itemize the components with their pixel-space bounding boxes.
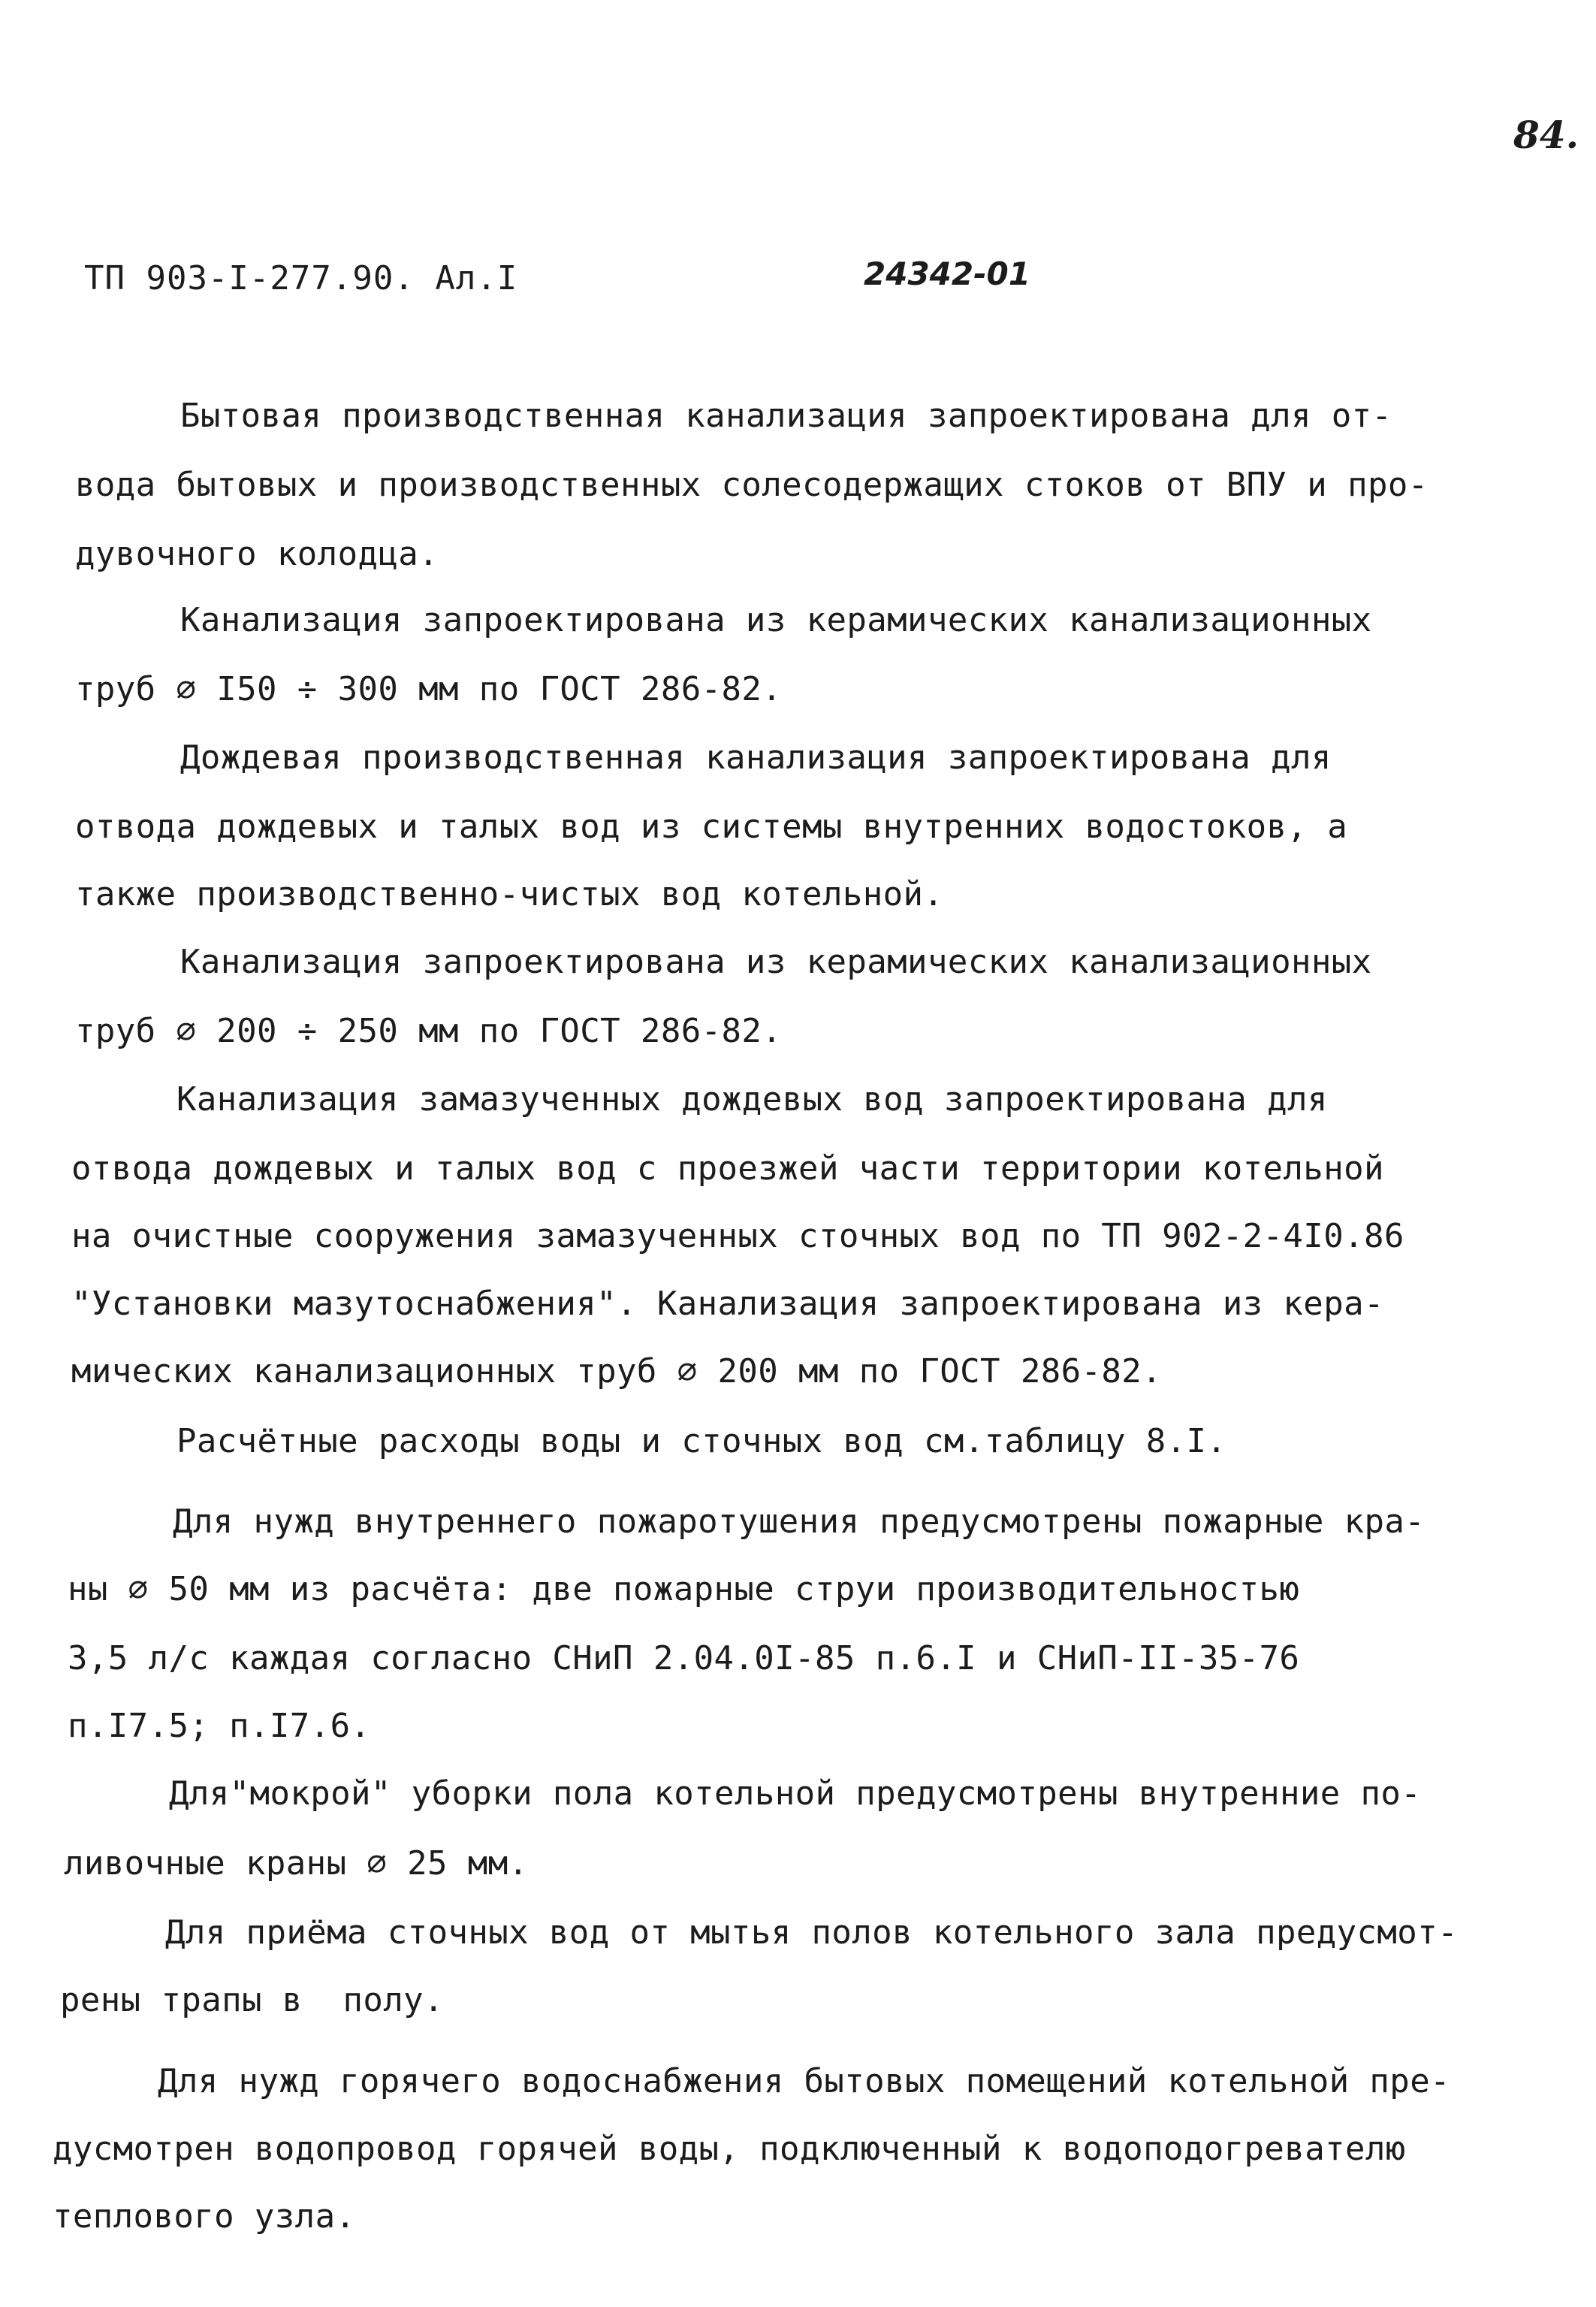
text-line: вода бытовых и производственных солесодержащих стоков от ВПУ и про- (75, 466, 1429, 504)
archive-number: 24342-01 (864, 255, 1030, 292)
text-line: ны ∅ 50 мм из расчёта: две пожарные струи производительностью (68, 1570, 1300, 1608)
text-line: рены трапы в полу. (60, 1981, 444, 2019)
text-line: Канализация запроектирована из керамических канализационных (180, 943, 1372, 981)
text-line: Для нужд горячего водоснабжения бытовых помещений котельной пре- (158, 2062, 1450, 2100)
text-line: Дождевая производственная канализация запроектирована для (180, 738, 1332, 777)
text-line: также производственно-чистых вод котельной. (75, 875, 944, 913)
text-line: на очистные сооружения замазученных сточных вод по ТП 902-2-4I0.86 (71, 1217, 1404, 1255)
text-line: Канализация замазученных дождевых вод запроектирована для (176, 1080, 1328, 1119)
text-line: мических канализационных труб ∅ 200 мм по ГОСТ 286-82. (71, 1352, 1163, 1391)
text-line: дувочного колодца. (75, 535, 439, 573)
text-line: Расчётные расходы воды и сточных вод см.таблицу 8.I. (176, 1422, 1227, 1460)
text-line: дусмотрен водопровод горячей воды, подключенный к водоподогревателю (53, 2130, 1406, 2168)
text-line: ливочные краны ∅ 25 мм. (64, 1844, 529, 1883)
document-code: ТП 903-I-277.90. Ал.I (84, 259, 518, 297)
text-line: труб ∅ I50 ÷ 300 мм по ГОСТ 286-82. (75, 670, 783, 708)
page-number: 84. (1513, 113, 1579, 157)
text-line: Канализация запроектирована из керамических канализационных (180, 601, 1372, 639)
text-line: отвода дождевых и талых вод с проезжей части территории котельной (71, 1149, 1384, 1188)
text-line: труб ∅ 200 ÷ 250 мм по ГОСТ 286-82. (75, 1012, 783, 1050)
text-line: Для"мокрой" уборки пола котельной предусмотрены внутренние по- (169, 1774, 1422, 1813)
text-line: Бытовая производственная канализация запроектирована для от- (180, 397, 1392, 435)
text-line: теплового узла. (53, 2197, 356, 2236)
text-line: 3,5 л/с каждая согласно СНиП 2.04.0I-85 п.6.I и СНиП-II-35-76 (68, 1639, 1300, 1677)
text-line: п.I7.5; п.I7.6. (68, 1707, 371, 1745)
text-line: отвода дождевых и талых вод из системы внутренних водостоков, а (75, 808, 1348, 846)
text-line: Для приёма сточных вод от мытья полов котельного зала предусмот- (165, 1913, 1458, 1952)
text-line: "Установки мазутоснабжения". Канализация запроектирована из кера- (71, 1285, 1384, 1323)
text-line: Для нужд внутреннего пожаротушения предусмотрены пожарные кра- (173, 1502, 1426, 1541)
